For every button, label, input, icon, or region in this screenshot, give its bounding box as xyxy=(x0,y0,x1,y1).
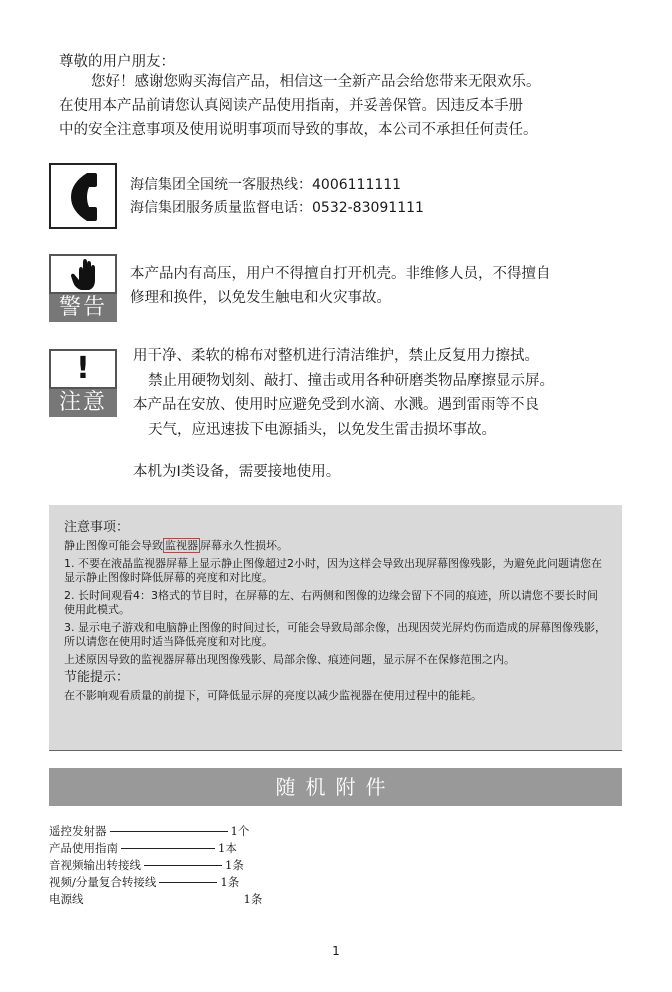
energy-title: 节能提示： xyxy=(64,670,130,685)
caution-line: 禁止用硬物划刻、敲打、撞击或用各种研磨类物品摩擦显示屏。 xyxy=(148,372,554,389)
warning-line: 本产品内有高压，用户不得擅自打开机壳。非维修人员，不得擅自 xyxy=(130,266,551,282)
caution-label: 注意 xyxy=(49,389,117,417)
accessory-name: 产品使用指南 xyxy=(49,841,118,855)
notice-item: 1. 不要在液晶监视器屏幕上显示静止图像超过2小时，因为这样会导致出现屏幕图像残影，为避免此问题请您在显示静止图像时降低屏幕的亮度和对比度。 xyxy=(64,556,602,584)
accessory-name: 遥控发射器 xyxy=(49,824,107,838)
accessory-name: 视频/分量复合转接线 xyxy=(49,875,157,889)
accessories-list xyxy=(49,823,262,908)
notice-box xyxy=(49,505,622,751)
notice-title: 注意事项： xyxy=(64,520,130,535)
accessory-qty: 1条 xyxy=(243,892,263,906)
supervision-line: 海信集团服务质量监督电话：0532-83091111 xyxy=(130,200,424,216)
page-number: 1 xyxy=(332,944,340,958)
phone-handset-icon xyxy=(61,171,105,223)
leader-spacer xyxy=(87,899,241,900)
accessories-header: 随机附件 xyxy=(49,768,622,806)
list-item xyxy=(49,874,262,891)
list-item xyxy=(49,891,262,908)
warning-text xyxy=(130,262,625,310)
accessory-qty: 1本 xyxy=(218,841,237,855)
accessory-qty: 1条 xyxy=(225,858,244,872)
hotline-info xyxy=(130,174,424,220)
notice-item: 2. 长时间观看4：3格式的节目时，在屏幕的左、右两侧和图像的边缘会留下不同的痕迹，所以请您不要长时间使用此模式。 xyxy=(64,588,598,616)
accessory-qty: 1个 xyxy=(230,824,250,838)
list-item xyxy=(49,823,262,840)
notice-static-warning xyxy=(64,539,608,554)
accessory-name: 音视频输出转接线 xyxy=(49,858,141,872)
greeting: 尊敬的用户朋友： xyxy=(59,54,175,70)
intro-line: 在使用本产品前请您认真阅读产品使用指南，并妥善保管。因违反本手册 xyxy=(59,98,523,114)
class-note: 本机为Ⅰ类设备，需要接地使用。 xyxy=(133,464,341,480)
caution-line: 天气，应迅速拔下电源插头，以免发生雷击损坏事故。 xyxy=(148,421,496,438)
notice-summary: 上述原因导致的监视器屏幕出现图像残影、局部余像、痕迹问题，显示屏不在保修范围之内。 xyxy=(64,652,515,666)
caution-badge xyxy=(49,349,117,417)
notice-item: 3. 显示电子游戏和电脑静止图像的时间过长，可能会导致局部余像，出现因荧光屏灼伤而造成的屏幕图像残影，所以请您在使用时适当降低亮度和对比度。 xyxy=(64,620,606,648)
leader-line xyxy=(110,831,228,832)
caution-line: 本产品在安放、使用时应避免受到水滴、水溅。遇到雷雨等不良 xyxy=(133,397,539,413)
notice-static-post: 屏幕永久性损坏。 xyxy=(200,539,288,552)
list-item xyxy=(49,840,262,857)
highlighted-term: 监视器 xyxy=(165,539,198,552)
accessory-qty: 1条 xyxy=(220,875,240,889)
leader-line xyxy=(121,848,215,849)
warning-label: 警告 xyxy=(49,294,117,322)
caution-line: 用干净、柔软的棉布对整机进行清洁维护，禁止反复用力擦拭。 xyxy=(133,348,539,364)
exclamation-icon: ! xyxy=(49,349,117,389)
accessory-name: 电源线 xyxy=(49,892,84,906)
notice-static-pre: 静止图像可能会导致 xyxy=(64,539,163,552)
warning-line: 修理和换件，以免发生触电和火灾事故。 xyxy=(130,290,391,306)
phone-icon-box xyxy=(49,163,117,229)
caution-text xyxy=(133,344,623,442)
hotline-line: 海信集团全国统一客服热线：4006111111 xyxy=(130,177,402,193)
leader-line xyxy=(159,882,217,883)
energy-text: 在不影响观看质量的前提下，可降低显示屏的亮度以减少监视器在使用过程中的能耗。 xyxy=(64,689,482,702)
list-item xyxy=(49,857,262,874)
intro-paragraph xyxy=(59,70,619,142)
intro-line: 您好！感谢您购买海信产品，相信这一全新产品会给您带来无限欢乐。 xyxy=(91,74,541,90)
intro-line: 中的安全注意事项及使用说明事项而导致的事故，本公司不承担任何责任。 xyxy=(59,122,538,138)
warning-badge xyxy=(49,254,117,322)
leader-line xyxy=(144,865,222,866)
hand-stop-icon xyxy=(49,254,117,294)
